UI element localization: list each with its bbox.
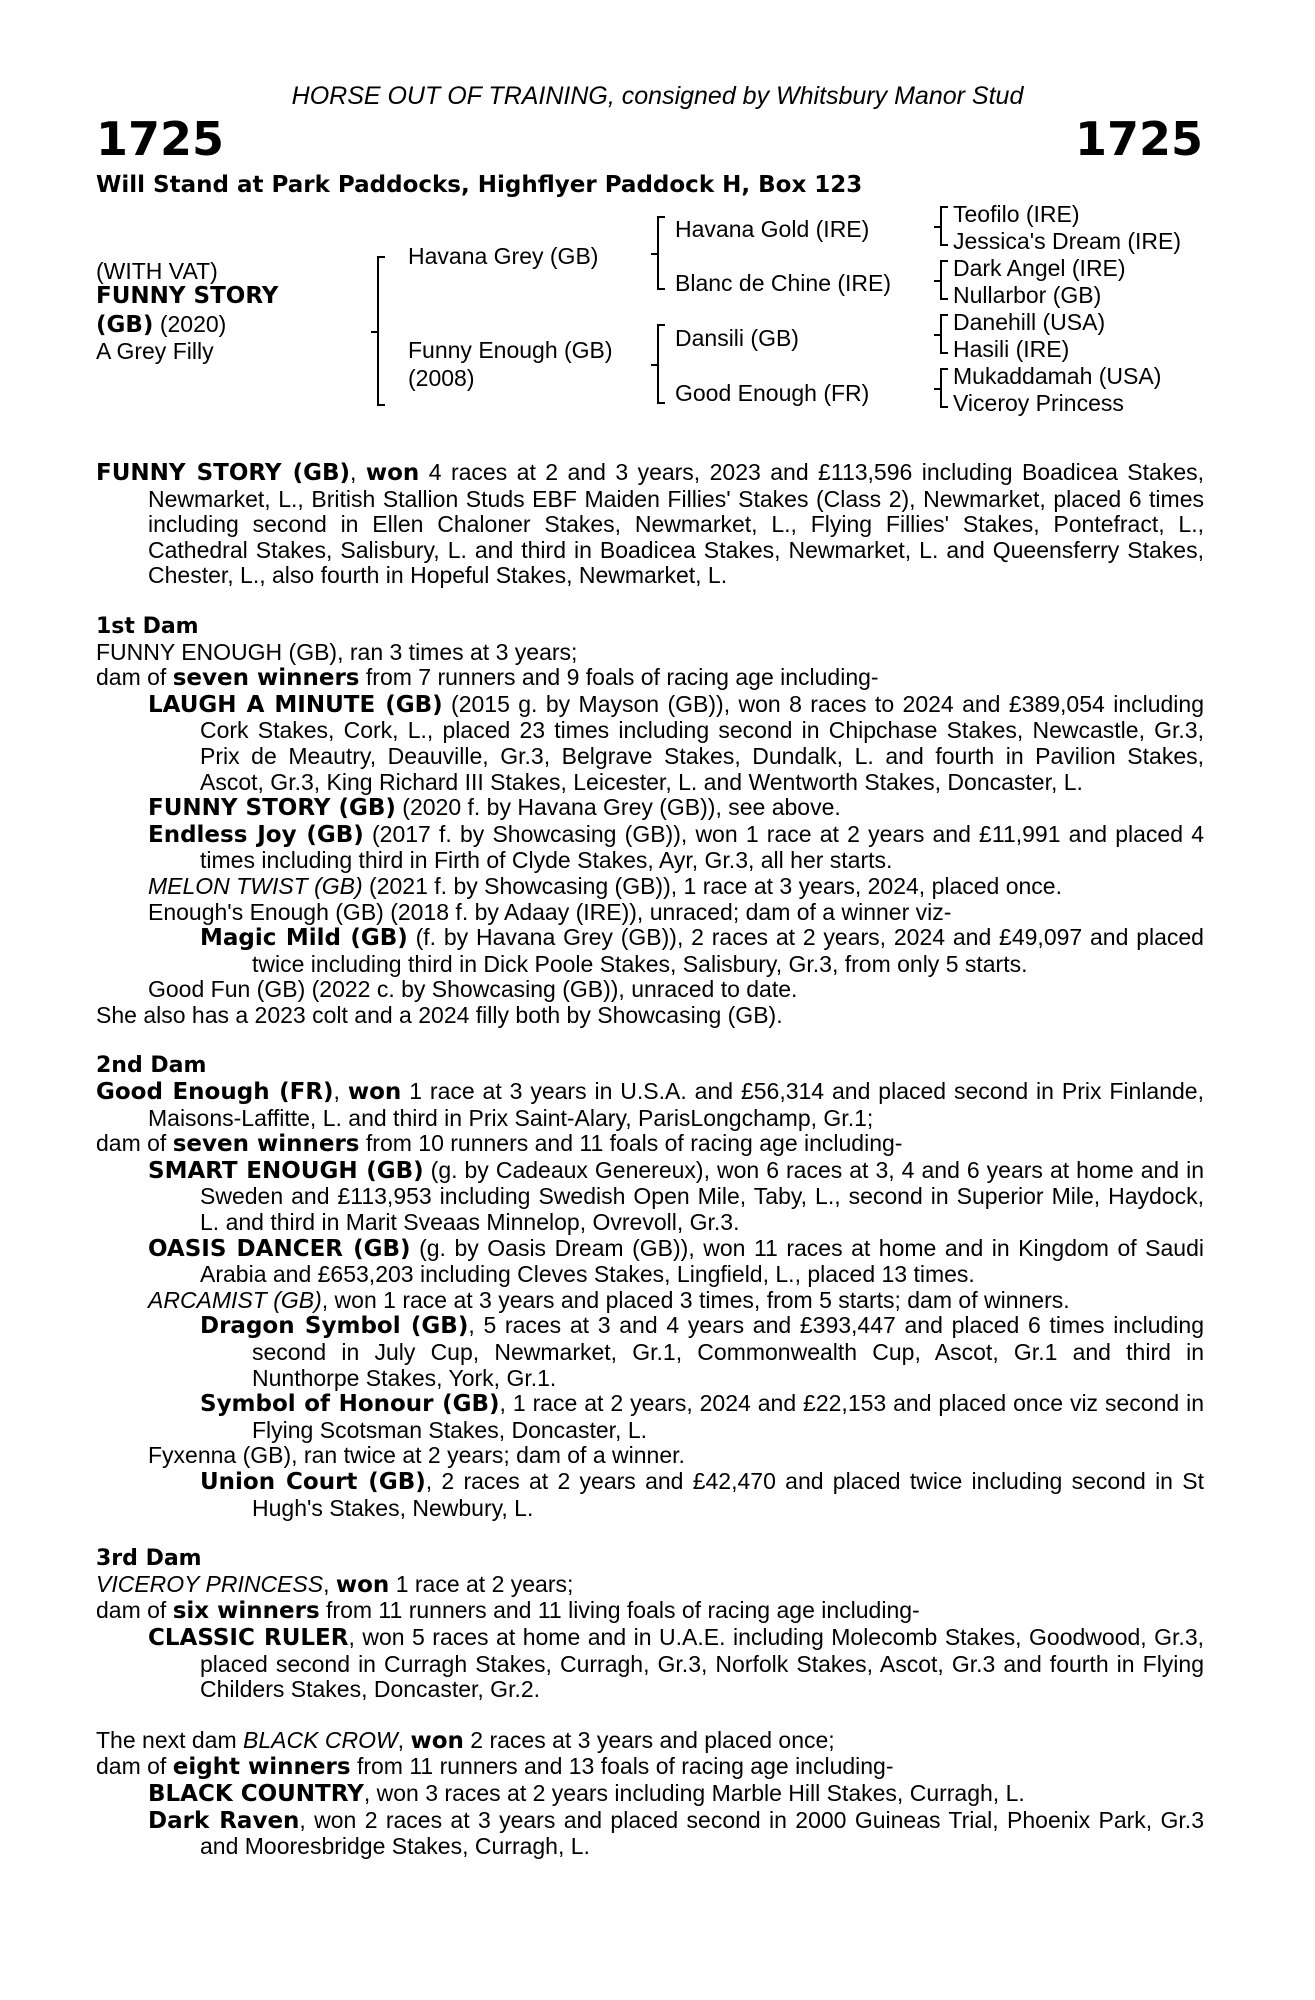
progeny-entry: Dark Raven, won 2 races at 3 years and placed second in 2000 Guineas Trial, Phoenix Park, Gr.3 and Mooresbridge Stakes, Curragh, L. [148,1806,1204,1860]
next-dam-produce: dam of eight winners from 11 runners and 13 foals of racing age including- [96,1753,894,1781]
grand-progeny-entry: Dragon Symbol (GB), 5 races at 3 and 4 years and £393,447 and placed 6 times including second in July Cup, Newmarket, Gr.1, Commonwealth Cup, Ascot, Gr.1 and third in Nunthorpe Stakes, York, Gr.1. [200,1312,1204,1391]
gg-sire-3: Danehill (USA) [953,309,1106,335]
progeny-entry: CLASSIC RULER, won 5 races at home and in U.A.E. including Molecomb Stakes, Goodwood, Gr.3, placed second in Curragh Stakes, Curragh, Gr.3, Norfolk Stakes, Ascot, Gr.3 and fourth in Flying Childers Stakes, Doncaster, Gr.2. [148,1623,1205,1703]
lot-number-right: 1725 [1074,112,1203,166]
stabling-location: Will Stand at Park Paddocks, Highflyer Paddock H, Box 123 [96,172,863,198]
progeny-entry: OASIS DANCER (GB) (g. by Oasis Dream (GB)), won 11 races at home and in Kingdom of Saudi Arabia and £653,203 including Cleves Stakes, Lingfield, L., placed 13 times. [148,1234,1204,1288]
horse-name: FUNNY STORY [96,283,279,309]
consignment-line: HORSE OUT OF TRAINING, consigned by Whitsbury Manor Stud [291,82,1024,110]
race-record-summary: FUNNY STORY (GB), won 4 races at 2 and 3 years, 2023 and £113,596 including Boadicea Stakes, Newmarket, L., British Stallion Studs EBF Maiden Fillies' Stakes (Class 2), Newmarket, placed 6 times including second in Ellen Chaloner Stakes, Newmarket, L., Flying Fillies' Stakes, Pontefract, L., Cathedral Stakes, Salisbury, L. and third in Boadicea Stakes, Newmarket, L. and Queensferry Stakes, Chester, L., also fourth in Hopeful Stakes, Newmarket, L. [96,459,1205,589]
lot-number-left: 1725 [96,112,225,166]
second-dam-heading: 2nd Dam [96,1053,207,1079]
first-dam-heading: 1st Dam [96,613,199,639]
progeny-entry: LAUGH A MINUTE (GB) (2015 g. by Mayson (GB)), won 8 races to 2024 and £389,054 including Cork Stakes, Cork, L., placed 23 times including second in Chipchase Stakes, Newcastle, Gr.3, Prix de Meautry, Deauville, Gr.3, Belgrave Stakes, Dundalk, L. and fourth in Pavilion Stakes, Ascot, Gr.3, King Richard III Stakes, Leicester, L. and Wentworth Stakes, Doncaster, L. [148,690,1204,795]
sire: Havana Grey (GB) [408,243,599,269]
second-dam-line: Good Enough (FR), won 1 race at 3 years in U.S.A. and £56,314 and placed second in Prix Finlande, Maisons-Laffitte, L. and third in Prix Saint-Alary, ParisLongchamp, Gr.1; [96,1078,1204,1131]
progeny-entry: Enough's Enough (GB) (2018 f. by Adaay (IRE)), unraced; dam of a winner viz- [148,898,952,925]
grand-progeny-entry: Symbol of Honour (GB), 1 race at 2 years, 2024 and £22,153 and placed once viz second in Flying Scotsman Stakes, Doncaster, L. [200,1390,1204,1443]
third-dam-produce: dam of six winners from 11 runners and 11 living foals of racing age including- [96,1597,920,1625]
horse-description: A Grey Filly [96,338,214,364]
sire-dam: Blanc de Chine (IRE) [675,270,892,296]
next-dam-line: The next dam BLACK CROW, won 2 races at 3 years and placed once; [96,1726,835,1754]
progeny-entry: SMART ENOUGH (GB) (g. by Cadeaux Genereux), won 6 races at 3, 4 and 6 years at home and in Sweden and £113,953 including Swedish Open Mile, Taby, L., second in Superior Mile, Haydock, L. and third in Marit Sveaas Minnelop, Ovrevoll, Gr.3. [148,1156,1204,1236]
progeny-entry: BLACK COUNTRY, won 3 races at 2 years including Marble Hill Stakes, Curragh, L. [148,1779,1025,1807]
catalogue-body [96,460,1204,1860]
dam-sire: Dansili (GB) [675,325,799,351]
third-dam-line: VICEROY PRINCESS, won 1 race at 2 years; [96,1570,574,1598]
third-dam-heading: 3rd Dam [96,1546,202,1572]
progeny-entry: Endless Joy (GB) (2017 f. by Showcasing (GB)), won 1 race at 2 years and £11,991 and placed 4 times including third in Firth of Clyde Stakes, Ayr, Gr.3, all her starts. [148,820,1204,874]
progeny-entry: ARCAMIST (GB), won 1 race at 3 years and placed 3 times, from 5 starts; dam of winners. [148,1286,1070,1313]
dam: Funny Enough (GB) [408,337,613,363]
progeny-entry: FUNNY STORY (GB) (2020 f. by Havana Grey (GB)), see above. [148,794,841,822]
gg-dam-3: Hasili (IRE) [953,336,1070,362]
gg-dam-1: Jessica's Dream (IRE) [953,228,1182,254]
grand-progeny-entry: Magic Mild (GB) (f. by Havana Grey (GB)), 2 races at 2 years, 2024 and £49,097 and placed twice including third in Dick Poole Stakes, Salisbury, Gr.3, from only 5 starts. [200,924,1204,977]
progeny-entry: Good Fun (GB) (2022 c. by Showcasing (GB)), unraced to date. [148,976,798,1003]
first-dam-line: FUNNY ENOUGH (GB), ran 3 times at 3 years; [96,638,578,665]
gg-sire-4: Mukaddamah (USA) [953,363,1162,389]
sire-sire: Havana Gold (IRE) [675,216,870,242]
progeny-entry: Fyxenna (GB), ran twice at 2 years; dam of a winner. [148,1442,685,1469]
dam-dam: Good Enough (FR) [675,380,870,406]
second-dam-produce: dam of seven winners from 10 runners and 11 foals of racing age including- [96,1130,903,1158]
first-dam-produce: dam of seven winners from 7 runners and 9 foals of racing age including- [96,664,879,692]
vat-note: (WITH VAT) [96,258,218,284]
first-dam-note: She also has a 2023 colt and a 2024 filly both by Showcasing (GB). [96,1001,783,1028]
gg-sire-2: Dark Angel (IRE) [953,255,1126,281]
gg-dam-4: Viceroy Princess [953,390,1124,416]
progeny-entry: MELON TWIST (GB) (2021 f. by Showcasing (GB)), 1 race at 3 years, 2024, placed once. [148,872,1062,899]
grand-progeny-entry: Union Court (GB), 2 races at 2 years and £42,470 and placed twice including second in St Hugh's Stakes, Newbury, L. [200,1467,1204,1521]
gg-dam-2: Nullarbor (GB) [953,282,1102,308]
gg-sire-1: Teofilo (IRE) [953,201,1080,227]
horse-origin-year: (GB) (2020) [96,311,227,338]
dam-year: (2008) [408,365,475,391]
